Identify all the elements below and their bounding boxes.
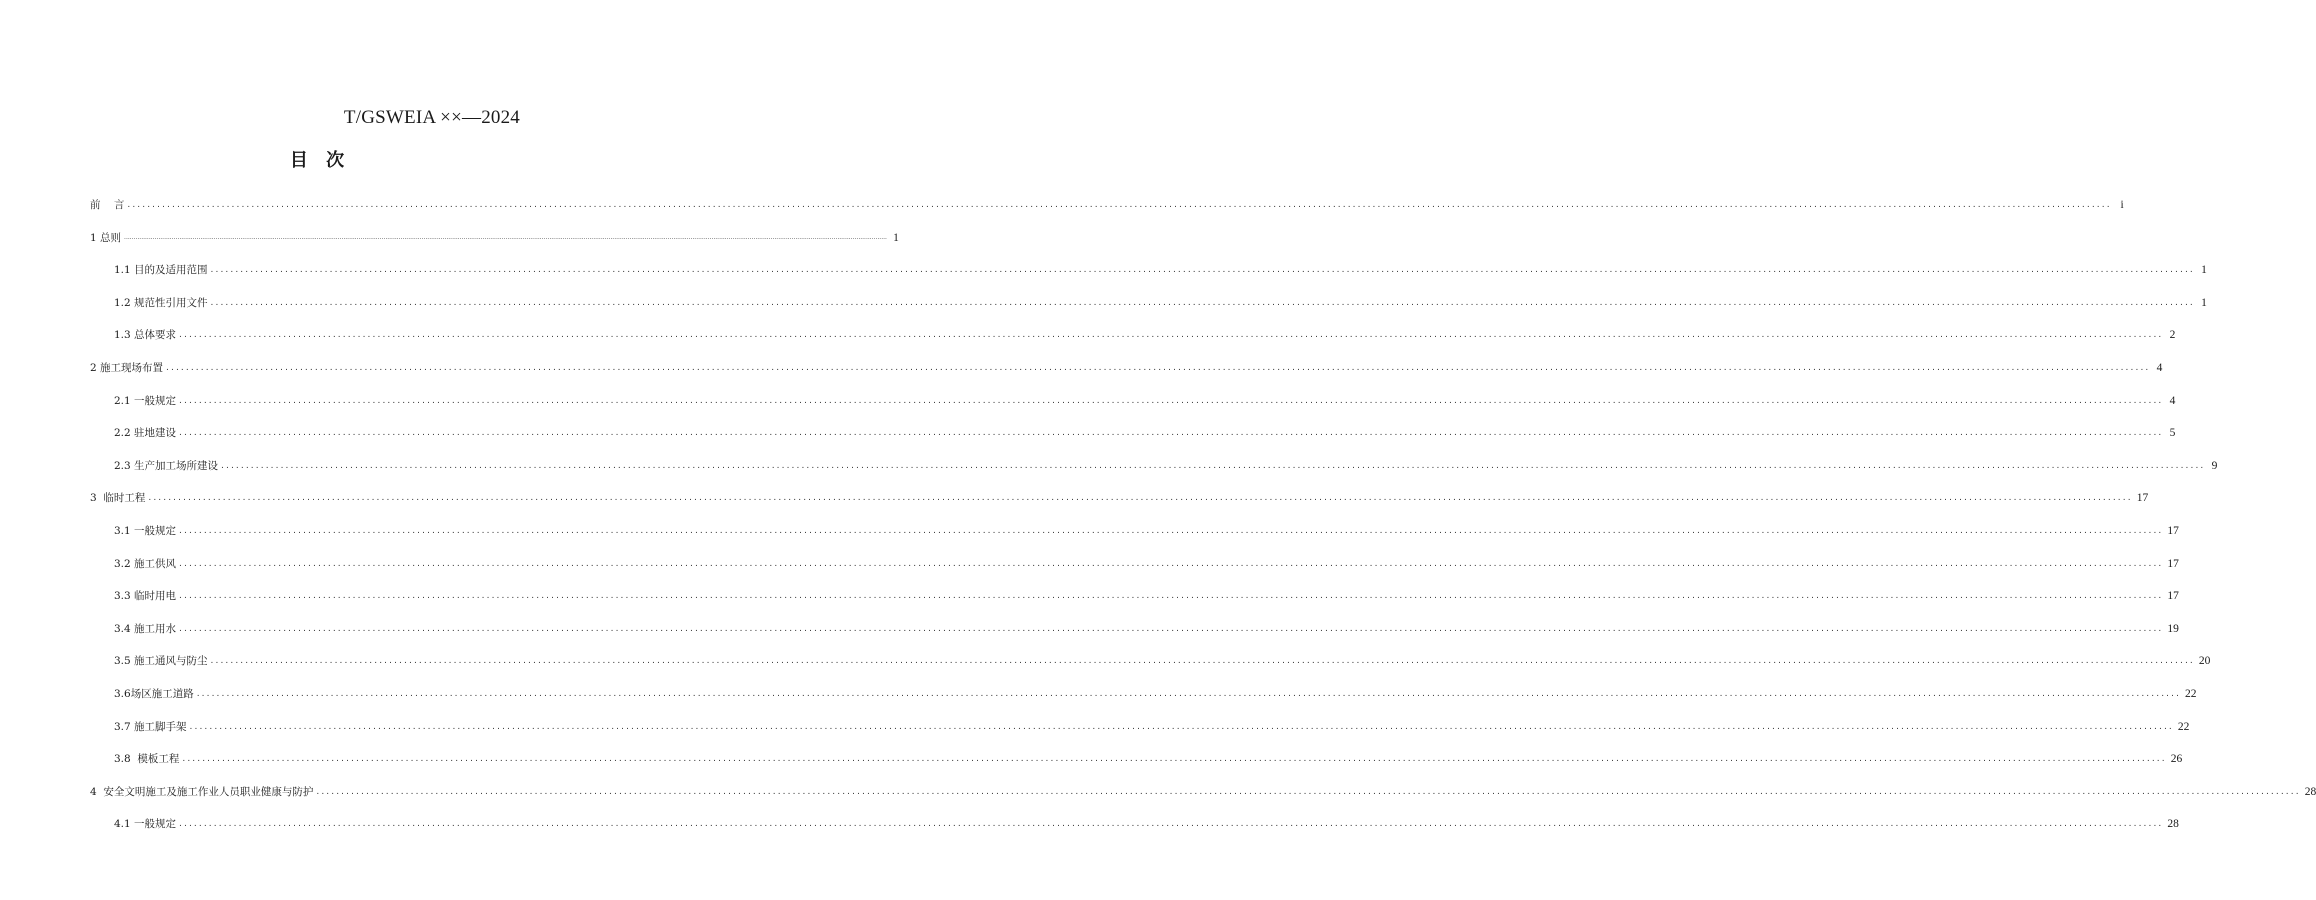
toc-entry-page: 19 <box>2167 623 2179 635</box>
toc-entry[interactable] <box>114 553 2179 571</box>
toc-entry-label: 1.3 总体要求 <box>114 329 177 341</box>
toc-dot-leader: ................................................................................................................................................................................................................................................................................................................................................................................................................ <box>196 689 2182 699</box>
toc-entry-label: 2.1 一般规定 <box>114 395 177 407</box>
toc-entry-page: 1 <box>893 232 899 244</box>
toc-entry-label: 1 总则 <box>90 232 122 244</box>
toc-entry-label: 3.4 施工用水 <box>114 623 177 635</box>
toc-dot-leader: ................................................................................................................................................................................................................................................................................................................................................................................................................ <box>189 722 2174 732</box>
toc-entry[interactable] <box>114 422 2176 440</box>
toc-dot-leader: ................................................................................................................................................................................................................................................................................................................................................................................................................ <box>210 656 2195 666</box>
toc-dot-leader: ................................................................................................................................................................................................................................................................................................................................................................................................................ <box>124 234 887 241</box>
toc-entry-label: 3.1 一般规定 <box>114 525 177 537</box>
toc-dot-leader: ................................................................................................................................................................................................................................................................................................................................................................................................................ <box>179 819 2164 829</box>
toc-entry[interactable] <box>114 813 2179 831</box>
toc-dot-leader: ................................................................................................................................................................................................................................................................................................................................................................................................................ <box>148 493 2133 503</box>
toc-dot-leader: ................................................................................................................................................................................................................................................................................................................................................................................................................ <box>182 754 2167 764</box>
toc-entry-page: 2 <box>2169 329 2176 341</box>
toc-entry-label: 3.2 施工供风 <box>114 558 177 570</box>
toc-entry-page: 28 <box>2304 786 2316 798</box>
toc-entry-page: 4 <box>2156 362 2163 374</box>
toc-entry-page: 22 <box>2185 688 2197 700</box>
toc-title: 目 次 <box>289 150 347 171</box>
toc-dot-leader: ................................................................................................................................................................................................................................................................................................................................................................................................................ <box>316 787 2301 797</box>
document-code: T/GSWEIA ××—2024 <box>343 107 520 128</box>
toc-entry[interactable] <box>114 455 2218 473</box>
toc-entry-page: i <box>2120 199 2124 211</box>
toc-dot-leader: ................................................................................................................................................................................................................................................................................................................................................................................................................ <box>210 265 2195 275</box>
toc-entry[interactable] <box>90 194 2124 212</box>
toc-dot-leader: ................................................................................................................................................................................................................................................................................................................................................................................................................ <box>166 363 2151 373</box>
toc-dot-leader: ................................................................................................................................................................................................................................................................................................................................................................................................................ <box>179 526 2164 536</box>
toc-entry[interactable] <box>90 781 2316 799</box>
toc-entry[interactable] <box>114 618 2179 636</box>
toc-entry-page: 28 <box>2167 818 2179 830</box>
toc-dot-leader: ................................................................................................................................................................................................................................................................................................................................................................................................................ <box>179 591 2164 601</box>
toc-dot-leader: ................................................................................................................................................................................................................................................................................................................................................................................................................ <box>221 461 2206 471</box>
toc-entry-page: 9 <box>2211 460 2218 472</box>
toc-entry-label: 3.8 模板工程 <box>114 753 180 765</box>
toc-entry-label: 4.1 一般规定 <box>114 818 177 830</box>
toc-entry-label: 1.2 规范性引用文件 <box>114 297 208 309</box>
toc-entry-page: 17 <box>2136 492 2149 504</box>
toc-entry[interactable] <box>90 357 2163 375</box>
toc-entry-label: 3.7 施工脚手架 <box>114 721 187 733</box>
toc-entry[interactable] <box>114 650 2211 668</box>
toc-entry[interactable] <box>114 520 2179 538</box>
toc-entry-label: 前 言 <box>90 199 125 211</box>
toc-entry[interactable] <box>114 716 2190 734</box>
toc-entry-page: 26 <box>2170 753 2183 765</box>
toc-entry[interactable] <box>114 585 2179 603</box>
toc-entry-label: 2.2 驻地建设 <box>114 427 177 439</box>
toc-entry-label: 3 临时工程 <box>90 492 146 504</box>
toc-dot-leader: ................................................................................................................................................................................................................................................................................................................................................................................................................ <box>179 330 2164 340</box>
toc-dot-leader: ................................................................................................................................................................................................................................................................................................................................................................................................................ <box>179 559 2164 569</box>
toc-entry-label: 3.3 临时用电 <box>114 590 177 602</box>
toc-entry-page: 17 <box>2167 558 2179 570</box>
toc-entry-label: 4 安全文明施工及施工作业人员职业健康与防护 <box>90 786 314 798</box>
toc-dot-leader: ................................................................................................................................................................................................................................................................................................................................................................................................................ <box>179 428 2164 438</box>
toc-entry[interactable] <box>90 227 899 245</box>
toc-entry[interactable] <box>114 683 2197 701</box>
toc-dot-leader: ................................................................................................................................................................................................................................................................................................................................................................................................................ <box>179 396 2164 406</box>
toc-entry[interactable] <box>114 748 2183 766</box>
toc-entry[interactable] <box>114 390 2176 408</box>
toc-entry-page: 1 <box>2201 264 2207 276</box>
toc-entry-label: 2.3 生产加工场所建设 <box>114 460 219 472</box>
toc-entry-page: 17 <box>2167 590 2179 602</box>
toc-entry[interactable] <box>114 259 2207 277</box>
toc-dot-leader: ................................................................................................................................................................................................................................................................................................................................................................................................................ <box>210 298 2195 308</box>
toc-entry-page: 4 <box>2169 395 2176 407</box>
toc-dot-leader: ................................................................................................................................................................................................................................................................................................................................................................................................................ <box>179 624 2164 634</box>
toc-entry-page: 1 <box>2201 297 2207 309</box>
toc-entry[interactable] <box>114 324 2176 342</box>
toc-entry-label: 1.1 目的及适用范围 <box>114 264 208 276</box>
toc-entry-label: 2 施工现场布置 <box>90 362 164 374</box>
toc-dot-leader: ................................................................................................................................................................................................................................................................................................................................................................................................................ <box>127 200 2112 210</box>
toc-entry-label: 3.6场区施工道路 <box>114 688 194 700</box>
toc-entry-page: 20 <box>2198 655 2211 667</box>
toc-entry-page: 17 <box>2167 525 2179 537</box>
toc-entry-page: 22 <box>2177 721 2190 733</box>
toc-entry[interactable] <box>114 292 2207 310</box>
toc-entry[interactable] <box>90 487 2149 505</box>
toc-entry-page: 5 <box>2169 427 2176 439</box>
toc-entry-label: 3.5 施工通风与防尘 <box>114 655 208 667</box>
